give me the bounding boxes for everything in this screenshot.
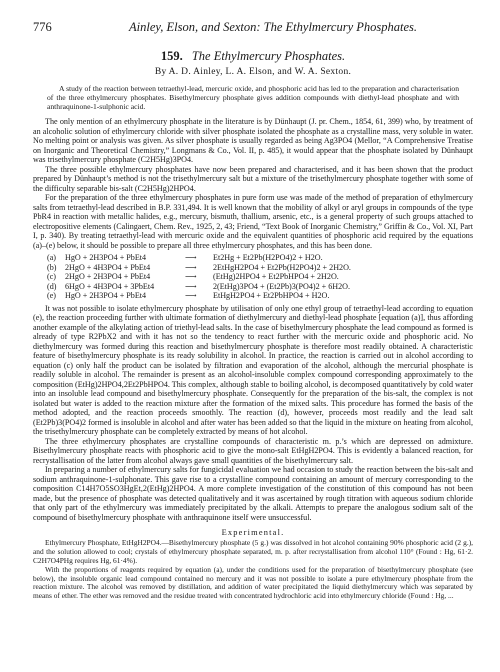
equation-lhs: 6HgO + 4H3PO4 + 3PbEt4 — [65, 281, 155, 291]
equation-label: (b) — [47, 262, 57, 272]
paragraph: It was not possible to isolate ethylmercury phosphate by utilisation of only one ethyl group of tetraethyl-lead according to equation (e), the reaction proceeding further with ultimate formation of diethylmercury and diethyl-lead phosphate [equation (a)], thus affording another example of the alkylating action of triethyl-lead salts. In the case of bisethylmercury phosphate the lead compound as formed is already of type R2PbX2 and with it has not so the tendency to react further with the mercuric oxide and phosphoric acid. No diethylmercury was formed during this reaction and bisethylmercury phosphate is therefore most readily obtained. A characteristic feature of bisethylmercury phosphate is its ready solubility in alcohol. In practice, the reaction is carried out in alcohol according to equation (c) only half the product can be isolated by filtration and evaporation of the alcohol, although the mercurial phosphate is readily soluble in alcohol. The remainder is present as an alcohol-insoluble complex compound corresponding approximately to the composition (EtHg)2HPO4,2Et2PbHPO4. This complex, although stable to boiling alcohol, is decomposed quantitatively by cold water into an insoluble lead compound and bisethylmercury phosphate. Consequently for the preparation of the bis-salt, the complex is not isolated but water is added to the reaction mixture after the formation of the mixed salts. This procedure has formed the basis of the method adopted, and the reaction proceeds smoothly. The reaction (d), however, proceeds most readily and the lead salt (Et2Pb)3(PO4)2 formed is insoluble in alcohol and after water has been added so that the liquid in the mixture on heating from alcohol, the trisethylmercury phosphate can be completely extracted by means of hot alcohol. — [33, 303, 474, 437]
equation-rhs: Et2Hg + Et2Pb(H2PO4)2 + H2O. — [213, 253, 323, 262]
experimental-text — [33, 539, 473, 601]
arrow-icon: ⟶ — [185, 262, 197, 272]
equation-label: (d) — [47, 281, 57, 291]
equation-row — [47, 263, 473, 273]
equation-label: (c) — [47, 272, 56, 282]
abstract: A study of the reaction between tetraethyl-lead, mercuric oxide, and phosphoric acid has led to the preparation and characterisation of the three ethylmercury phosphates. Bisethylmercury phosphate gives addition compounds with diethyl-lead phosphate and with anthraquinone-1-sulphonic acid. — [47, 84, 459, 111]
equation-row — [47, 291, 473, 301]
paragraph: With the proportions of reagents required by equation (a), under the conditions used for the preparation of bisethylmercury phosphate (see below), the insoluble organic lead compound contained no mercury and it was not possible to isolate a pure ethylmercury phosphate from the reaction mixture. The alcohol was removed by distillation, and addition of water precipitated the liquid diethylmercury which was separated by means of ether. The ether was removed and the residue treated with concentrated hydrochloric acid into ethylmercury chloride (Found : Hg, ... — [33, 564, 473, 601]
arrow-icon: ⟶ — [185, 291, 197, 301]
journal-page — [33, 18, 473, 601]
article-title-text: The Ethylmercury Phosphates. — [191, 49, 346, 63]
equation-lhs: 2HgO + 2H3PO4 + PbEt4 — [65, 272, 151, 282]
paragraph: Ethylmercury Phosphate, EtHgH2PO4.—Bisethylmercury phosphate (5 g.) was dissolved in hot alcohol containing 90% phosphoric acid (2 g.), and the solution allowed to cool; crystals of ethylmercury phosphate separated, m. p. after recrystallisation from alcohol 110° (Found : Hg, 61·2. C2H7O4PHg requires Hg, 61·4%). — [33, 538, 473, 566]
article-title — [33, 48, 473, 64]
equation-block — [47, 253, 473, 301]
paragraph: For the preparation of the three ethylmercury phosphates in pure form use was made of the method of preparation of ethylmercury salts from tetraethyl-lead described in B.P. 331,494. It is well known that the mobility of alkyl or aryl groups in compounds of the type PbR4 in reaction with metallic halides, e.g., mercury, bismuth, thallium, arsenic, etc., is a general property of such groups attached to electropositive elements (Calingaert, Chem. Rev., 1925, 2, 43; Friend, “Text Book of Inorganic Chemistry,” Griffin & Co., Vol. XI, Part I, p. 340). By treating tetraethyl-lead with mercuric oxide and the equivalent quantities of phosphoric acid required by the equations (a)–(e) below, it should be possible to prepare all three ethylmercury phosphates, and this has been done. — [33, 193, 473, 250]
equation-rhs: (EtHg)2HPO4 + Et2PbHPO4 + 2H2O. — [213, 272, 339, 282]
equation-lhs: HgO + 2H3PO4 + PbEt4 — [65, 253, 147, 262]
equation-row — [47, 272, 473, 282]
equation-rhs: 2(EtHg)3PO4 + (Et2Pb)3(PO4)2 + 6H2O. — [213, 281, 351, 291]
article-number: 159. — [160, 49, 183, 63]
equation-lhs: 2HgO + 4H3PO4 + PbEt4 — [65, 262, 151, 272]
arrow-icon: ⟶ — [185, 281, 197, 291]
arrow-icon: ⟶ — [185, 272, 197, 282]
paragraph: The only mention of an ethylmercury phosphate in the literature is by Dünhaupt (J. pr. Chem., 1854, 61, 399) who, by treatment of an alcoholic solution of ethylmercury chloride with silver phosphate isolated the phosphate as a crystalline mass, very soluble in water. No melting point or analysis was given. As silver phosphate is usually regarded as being Ag3PO4 (Mellor, “A Comprehensive Treatise on Inorganic and Theoretical Chemistry,” Longmans & Co., Vol. II, p. 485), it would appear that the phosphate isolated by Dünhaupt was trisethylmercury phosphate (C2H5Hg)3PO4. — [33, 117, 473, 164]
paragraph: The three ethylmercury phosphates are crystalline compounds of characteristic m. p.’s which are depressed on admixture. Bisethylmercury phosphate reacts with phosphoric acid to give the mono-salt EtHgH2PO4. This is evidently a balanced reaction, for recrystallisation of the latter from alcohol always gave small quantities of the bisethylmercury salt. — [33, 436, 473, 465]
equation-row — [47, 253, 473, 263]
equation-rhs: EtHgH2PO4 + Et2PbHPO4 + H2O. — [213, 291, 330, 301]
equation-label: (e) — [47, 291, 56, 301]
page-number: 776 — [33, 20, 52, 34]
equation-lhs: HgO + 2H3PO4 + PbEt4 — [65, 291, 147, 301]
equation-row — [47, 282, 473, 292]
arrow-icon: ⟶ — [185, 253, 197, 262]
equation-label: (a) — [47, 253, 56, 262]
section-heading: Experimental. — [221, 528, 285, 538]
paragraph: The three possible ethylmercury phosphates have now been prepared and characterised, and it has been shown that the product prepared by Dünhaupt’s method is not the trisethylmercury salt but a mixture of the trisethylmercury phosphate together with some of the difficulty separable bis-salt (C2H5Hg)2HPO4. — [33, 164, 473, 193]
paragraph: In preparing a number of ethylmercury salts for fungicidal evaluation we had occasion to study the reaction between the bis-salt and sodium anthraquinone-1-sulphonate. This gave rise to a crystalline compound containing an amount of mercury corresponding to the composition C14H7O5SO3HgEt,2(EtHg)2HPO4. A more complete investigation of the constitution of this compound has not been made, but the presence of phosphate was detected qualitatively and it was ascertained by rough titration with aqueous sodium chloride that only part of the ethylmercury was immediately precipitated by the alkali. Attempts to prepare the analogous sodium salt of the compound of bisethylmercury phosphate with anthraquinone itself were unsuccessful. — [33, 465, 473, 522]
author-line: By A. D. Ainley, L. A. Elson, and W. A. Sexton. — [154, 67, 352, 77]
body-text — [33, 117, 473, 522]
equation-rhs: 2EtHgH2PO4 + Et2Pb(H2PO4)2 + 2H2O. — [213, 262, 351, 272]
running-header — [33, 18, 473, 36]
running-title: Ainley, Elson, and Sexton: The Ethylmercury Phosphates. — [128, 20, 418, 34]
